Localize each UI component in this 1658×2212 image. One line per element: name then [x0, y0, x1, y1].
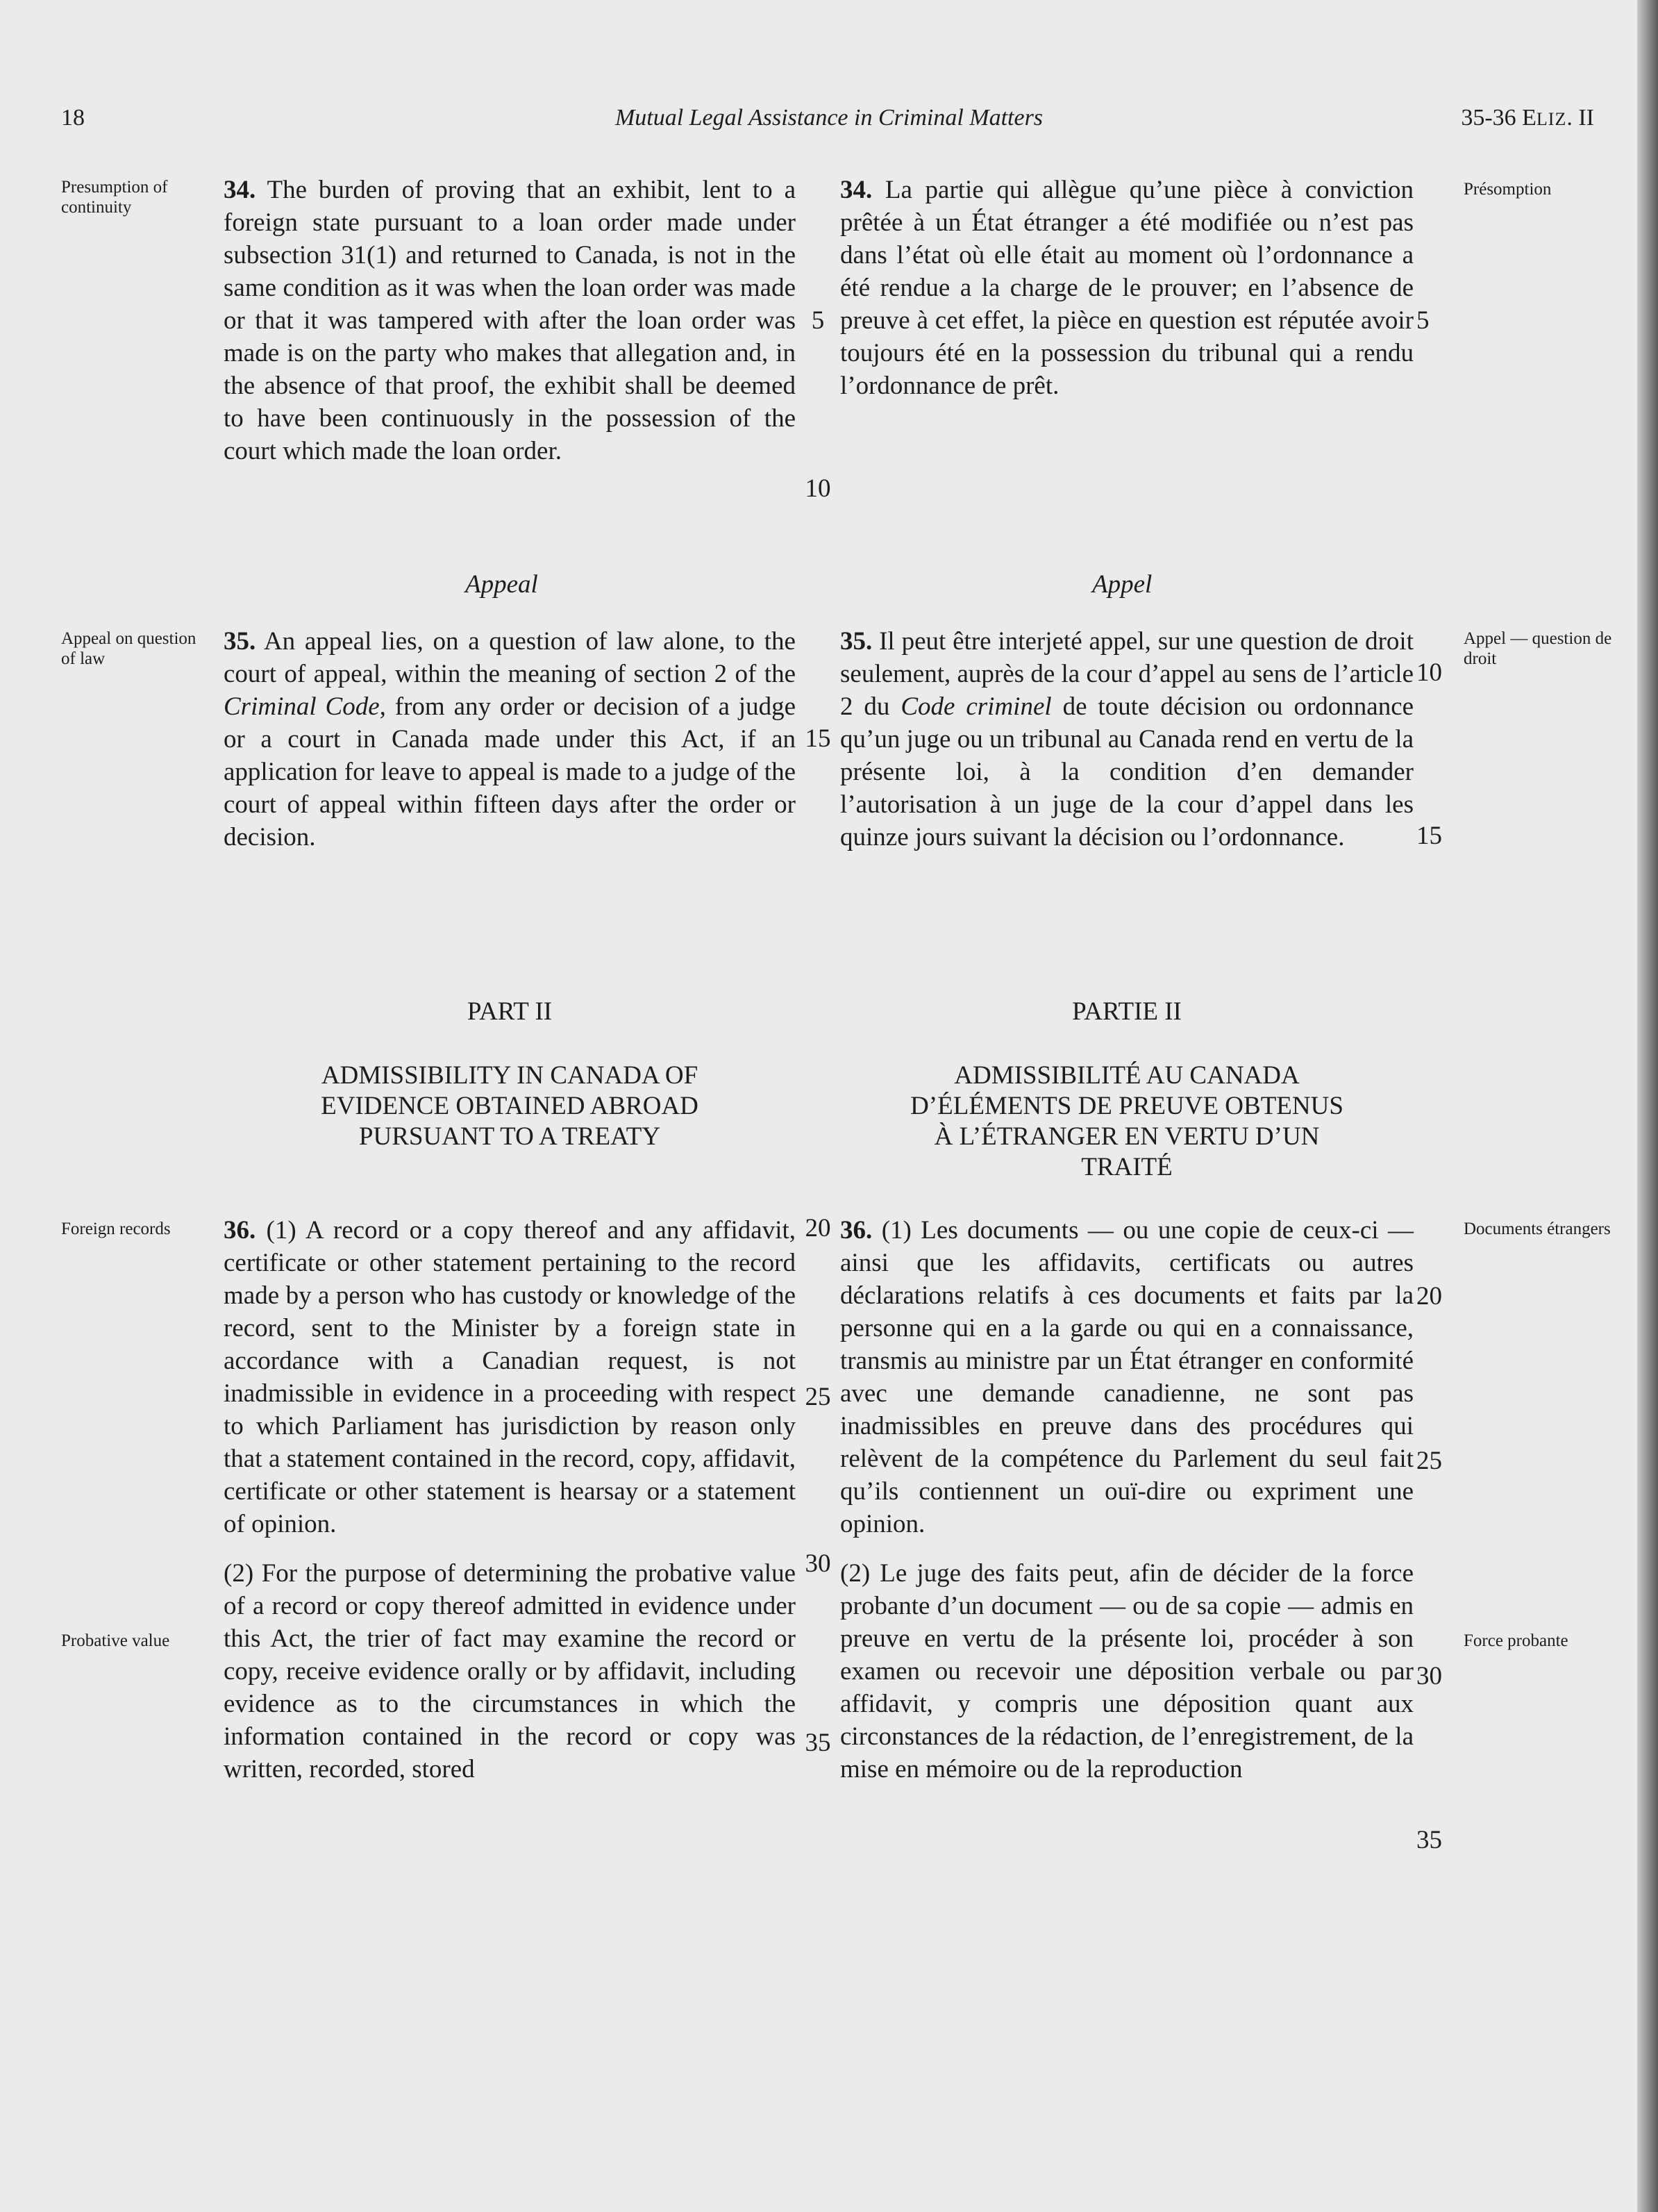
running-title: Mutual Legal Assistance in Criminal Matters [614, 105, 1044, 131]
volume-reference [1461, 104, 1594, 133]
line-number-fr: 20 [1416, 1282, 1442, 1311]
margin-note-presumption-en: Presumption of continuity [61, 178, 168, 217]
heading-appeal-fr: Appel [1092, 570, 1153, 599]
volume-smallcaps: LIZ [1536, 109, 1567, 129]
section-34-en [224, 174, 796, 467]
section-text: de toute décision ou ordonnance qu’un juge ou un tribunal au Canada rend en vertu de la présente loi, à la condition d’en demander l’autorisation à un juge de la cour d’appel dans les quinze jours suivant la décision ou l’ordonnance. [840, 692, 1414, 851]
line-number-en: 30 [805, 1549, 831, 1578]
line-number-fr: 25 [1416, 1447, 1442, 1475]
part-title-line: ADMISSIBILITY IN CANADA OF [321, 1061, 698, 1090]
line-number-fr: 15 [1416, 822, 1442, 850]
margin-note-appeal-fr: Appel — question de droit [1464, 629, 1612, 668]
section-text: from any order or decision of a judge or a court in Canada made under this Act, if an application for leave to appeal is made to a judge of the court of appeal within fifteen days after the order or decision. [224, 692, 796, 851]
part-label: PART II [467, 997, 553, 1026]
line-number-fr: 5 [1416, 306, 1430, 335]
section-number: 35. [840, 627, 873, 656]
heading-appeal-en: Appeal [465, 570, 538, 599]
subsection-1-text: (1) A record or a copy thereof and any affidavit, certificate or other statement pertaining to the record made by a person who has custody or knowledge of the record, sent to the Minister by a foreign state in accordance with a Canadian request, is not inadmissible in evidence in a proceeding with respect to which Parliament has jurisdiction by reason only that a statement contained in the record, copy, affidavit, certificate or other statement is hearsay or a statement of opinion. [224, 1216, 796, 1538]
margin-note-foreign-fr: Documents étrangers [1464, 1220, 1611, 1238]
section-number: 36. [840, 1216, 873, 1245]
line-number-en: 20 [805, 1214, 831, 1242]
section-text: La partie qui allègue qu’une pièce à conviction prêtée à un État étranger a été modifiée ou n’est pas dans l’état où elle était au moment où l’ordonnance a été rendue a la charge de le prouver; en l’absence de preuve à cet effet, la pièce en question est réputée avoir toujours été en la possession du tribunal qui a rendu l’ordonnance de prêt. [840, 176, 1414, 400]
section-number: 36. [224, 1216, 256, 1245]
section-36-en [224, 1214, 796, 1786]
section-text-italic: Code criminel [901, 692, 1052, 721]
margin-note-foreign-en: Foreign records [61, 1220, 171, 1238]
volume-prefix: 35-36 E [1461, 105, 1536, 131]
section-text-italic: Criminal Code, [224, 692, 386, 721]
section-number: 34. [224, 176, 256, 204]
margin-note-appeal-en: Appeal on question of law [61, 629, 196, 668]
page-edge-shadow [1637, 0, 1658, 2212]
line-number-en: 5 [811, 306, 825, 335]
section-text: The burden of proving that an exhibit, lent to a foreign state pursuant to a loan order made under subsection 31(1) and returned to Canada, is not in the same condition as it was when the loan order was made or that it was tampered with after the loan order was made is on the party who makes that allegation and, in the absence of that proof, the exhibit shall be deemed to have been continuously in the possession of the court which made the loan order. [224, 176, 796, 465]
line-number-en: 15 [805, 724, 831, 753]
line-number-fr: 10 [1416, 658, 1442, 687]
part-title-line: À L’ÉTRANGER EN VERTU D’UN [934, 1122, 1320, 1151]
subsection-2-text: (2) For the purpose of determining the probative value of a record or copy thereof admitted in evidence under this Act, the trier of fact may examine the record or copy, receive evidence orally or by affidavit, including evidence as to the circumstances in which the information contained in the record or copy was written, recorded, stored [224, 1559, 796, 1783]
section-35-en [224, 625, 796, 854]
section-number: 34. [840, 176, 873, 204]
volume-suffix: . II [1566, 105, 1594, 131]
section-34-fr [840, 174, 1414, 402]
margin-note-probative-fr: Force probante [1464, 1631, 1568, 1650]
part-title-line: ADMISSIBILITÉ AU CANADA [954, 1061, 1300, 1090]
part-heading-en [224, 997, 796, 1152]
part-title-line: EVIDENCE OBTAINED ABROAD [321, 1092, 698, 1120]
line-number-en: 10 [805, 474, 831, 503]
part-heading-fr [840, 997, 1414, 1183]
section-number: 35. [224, 627, 256, 656]
section-36-fr [840, 1214, 1414, 1786]
line-number-fr: 35 [1416, 1826, 1442, 1854]
line-number-en: 25 [805, 1383, 831, 1411]
part-title-line: D’ÉLÉMENTS DE PREUVE OBTENUS [910, 1092, 1343, 1120]
subsection-1-text: (1) Les documents — ou une copie de ceux-ci — ainsi que les affidavits, certificats ou autres déclarations relatifs à ces documents et faits par la personne qui en a la garde ou qui en a connaissance, transmis au ministre par un État étranger en conformité avec une demande canadienne, ne sont pas inadmissibles en preuve dans des procédures qui relèvent de la compétence du Parlement du seul fait qu’ils contiennent un ouï-dire ou expriment une opinion. [840, 1216, 1414, 1538]
line-number-en: 35 [805, 1729, 831, 1757]
section-text: Il peut être interjeté appel, sur une question de droit seulement, auprès de la cour d’appel au sens de l’article 2 du [840, 627, 1414, 721]
part-label: PARTIE II [1072, 997, 1182, 1026]
section-35-fr [840, 625, 1414, 854]
margin-note-probative-en: Probative value [61, 1631, 170, 1650]
subsection-2-text: (2) Le juge des faits peut, afin de décider de la force probante d’un document — ou de sa copie — admis en preuve en vertu de la présente loi, procéder à son examen ou recevoir une déposition verbale ou par affidavit, y compris une déposition quant aux circonstances de la rédaction, de l’enregistrement, de la mise en mémoire ou de la reproduction [840, 1559, 1414, 1783]
line-number-fr: 30 [1416, 1662, 1442, 1690]
page-number: 18 [61, 105, 85, 131]
section-text: An appeal lies, on a question of law alone, to the court of appeal, within the meaning of section 2 of the [224, 627, 796, 688]
part-title-line: PURSUANT TO A TREATY [358, 1122, 661, 1151]
part-title-line: TRAITÉ [1081, 1153, 1173, 1181]
margin-note-presumption-fr: Présomption [1464, 180, 1552, 199]
